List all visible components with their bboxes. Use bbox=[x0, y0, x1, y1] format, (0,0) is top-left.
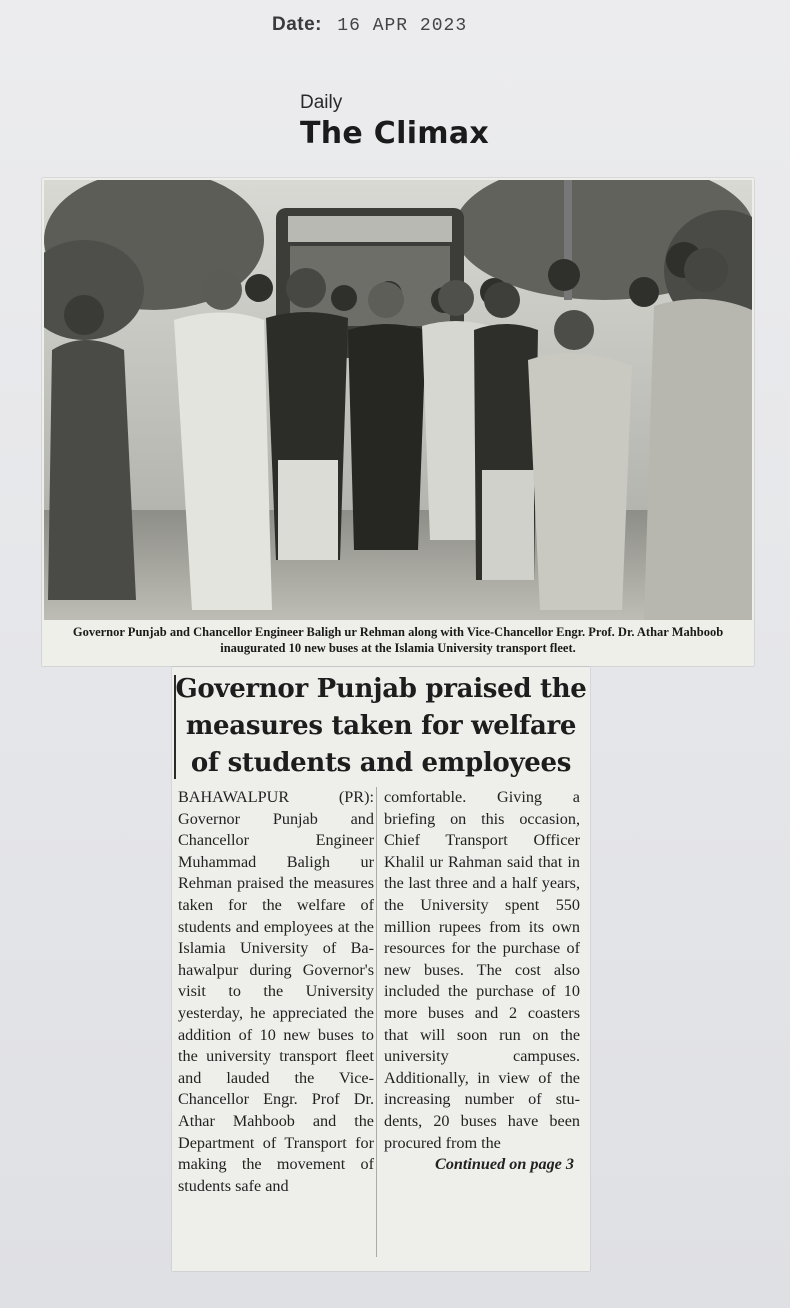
headline-line-1: Governor Punjab praised the bbox=[175, 674, 587, 704]
photo-clipping bbox=[42, 178, 754, 666]
date-stamp bbox=[272, 14, 467, 36]
article-column-2 bbox=[384, 787, 580, 1176]
date-value: 16 APR 2023 bbox=[337, 16, 468, 36]
article-headline bbox=[172, 671, 590, 782]
newspaper-title: The Climax bbox=[300, 116, 490, 151]
headline-line-3: of students and employees bbox=[190, 748, 572, 778]
headline-line-2: measures taken for welfare bbox=[185, 711, 577, 741]
news-photo bbox=[44, 180, 752, 620]
date-label: Date: bbox=[272, 14, 323, 35]
article-clipping bbox=[172, 667, 590, 1271]
photo-caption: Governor Punjab and Chancellor Engineer Baligh ur Rehman along with Vice-Chancellor Engr. Prof. Dr. Athar Mahboob inaugurated 10 new buses at the Islamia University transport fleet. bbox=[72, 625, 724, 655]
column-divider bbox=[376, 787, 377, 1257]
article-column-1: BAHAWALPUR (PR): Governor Punjab and Chancellor Engineer Muhammad Baligh ur Rehman praised the measures taken for the welfare of students and employees at the Islamia University of Bahawalpur during Governor's visit to the University yesterday, he appreciated the addition of 10 new buses to the university transport fleet and lauded the Vice-Chancellor Engr. Prof Dr. Athar Mahboob and the Department of Transport for making the movement of students safe and bbox=[178, 788, 374, 1195]
article-column-2-text: comfortable. Giving a briefing on this occasion, Chief Transport Officer Khalil ur Rahman said that in the last three and a half years, the University spent 550 million rupees from its own resources for the purchase of new buses. The cost also included the purchase of 10 more buses and 2 coasters that will soon run on the university campuses. Additionally, in view of the increasing number of students, 20 buses have been procured from the bbox=[384, 788, 580, 1152]
continued-note: Continued on page 3 bbox=[435, 1155, 574, 1174]
masthead-edition: Daily bbox=[300, 92, 343, 113]
